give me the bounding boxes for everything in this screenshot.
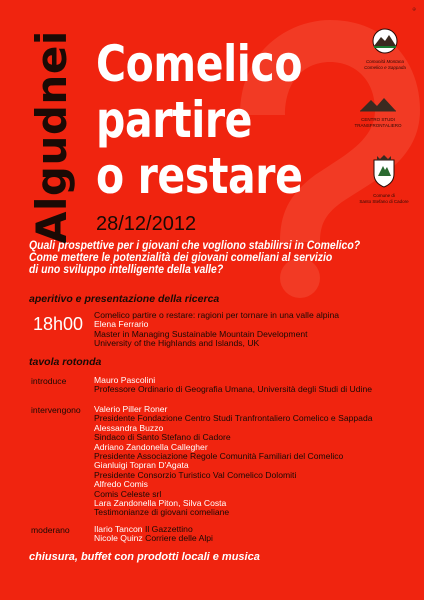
speaker-name: Lara Zandonella Piton, Silva Costa bbox=[94, 498, 227, 509]
speaker-role: Testimonianze di giovani comeliane bbox=[94, 507, 230, 518]
introduce-details bbox=[94, 376, 372, 395]
comune-coat-of-arms bbox=[348, 154, 420, 204]
question-line: di uno sviluppo intelligente della valle? bbox=[29, 263, 224, 277]
speaker-role: Presidente Consorzio Turistico Val Comelico Dolomiti bbox=[94, 469, 297, 480]
intervengono-label: intervengono bbox=[31, 405, 81, 415]
mountains-logo-icon bbox=[358, 96, 398, 112]
corner-mark: ⊕ bbox=[412, 6, 416, 13]
speaker-name: Alessandra Buzzo bbox=[94, 422, 164, 433]
series-title: Algudnei bbox=[27, 30, 76, 244]
title-line: o restare bbox=[96, 147, 303, 205]
question-line: Come mettere le potenzialità dei giovani comeliani al servizio bbox=[29, 251, 333, 265]
speaker-name: Elena Ferrario bbox=[94, 319, 149, 330]
event-time: 18h00 bbox=[33, 314, 84, 334]
comunita-montana-logo bbox=[354, 28, 416, 70]
coat-of-arms-icon bbox=[371, 154, 397, 188]
questions-block bbox=[29, 240, 385, 277]
title-line: Comelico bbox=[96, 35, 303, 93]
moderator-name: Ilario Tancon bbox=[94, 524, 143, 534]
logo-caption: Comunità Montana bbox=[365, 59, 405, 64]
speaker-role: Presidente Associazione Regole Comunità Familiari del Comelico bbox=[94, 451, 344, 462]
speaker-name: Mauro Pascolini bbox=[94, 375, 156, 385]
main-title bbox=[96, 36, 301, 204]
speaker-role: Comis Celeste srl bbox=[94, 488, 162, 499]
speaker-name: Gianluigi Topran D'Agata bbox=[94, 460, 189, 471]
transfrontaliero-logo bbox=[338, 96, 418, 128]
logo-caption: Santo Stefano di Cadore bbox=[359, 198, 409, 204]
moderano-label: moderano bbox=[31, 525, 70, 535]
intervengono-details bbox=[94, 405, 373, 518]
introduce-label: introduce bbox=[31, 376, 67, 386]
moderator-line bbox=[94, 534, 213, 543]
moderator-org: Corriere delle Alpi bbox=[145, 533, 213, 544]
event-date: 28/12/2012 bbox=[96, 213, 197, 235]
mountain-logo-icon bbox=[369, 28, 401, 54]
speaker-role: Presidente Fondazione Centro Studi Tranfrontaliero Comelico e Sappada bbox=[94, 413, 373, 424]
aperitivo-details bbox=[94, 311, 339, 349]
speaker-role: Sindaco di Santo Stefano di Cadore bbox=[94, 432, 231, 443]
speaker-name: Alfredo Comis bbox=[94, 479, 148, 490]
talk-title: Comelico partire o restare: ragioni per tornare in una valle alpina bbox=[94, 310, 340, 320]
logo-caption: TRANSFRONTALIERO bbox=[354, 122, 402, 128]
speaker-role: Professore Ordinario di Geografia Umana, Università degli Studi di Udine bbox=[94, 384, 373, 395]
closing-line: chiusura, buffet con prodotti locali e musica bbox=[29, 551, 260, 563]
title-line: partire bbox=[96, 91, 253, 149]
tavola-heading: tavola rotonda bbox=[29, 356, 102, 368]
logo-caption: CENTRO STUDI bbox=[361, 117, 395, 122]
moderator-org: Il Gazzettino bbox=[144, 524, 193, 534]
moderano-details bbox=[94, 525, 213, 544]
speaker-affiliation: University of the Highlands and Islands, UK bbox=[94, 338, 260, 349]
logo-caption: Comune di bbox=[373, 193, 395, 198]
moderator-name: Nicole Quinz bbox=[94, 533, 143, 544]
speaker-role: Master in Managing Sustainable Mountain Development bbox=[94, 328, 308, 339]
logo-caption: Comelico e Sappada bbox=[364, 64, 406, 70]
aperitivo-heading: aperitivo e presentazione della ricerca bbox=[29, 293, 220, 305]
speaker-name: Adriano Zandonella Callegher bbox=[94, 441, 208, 452]
question-line: Quali prospettive per i giovani che vogliono stabilirsi in Comelico? bbox=[29, 239, 361, 252]
speaker-name: Valerio Piller Roner bbox=[94, 404, 168, 414]
